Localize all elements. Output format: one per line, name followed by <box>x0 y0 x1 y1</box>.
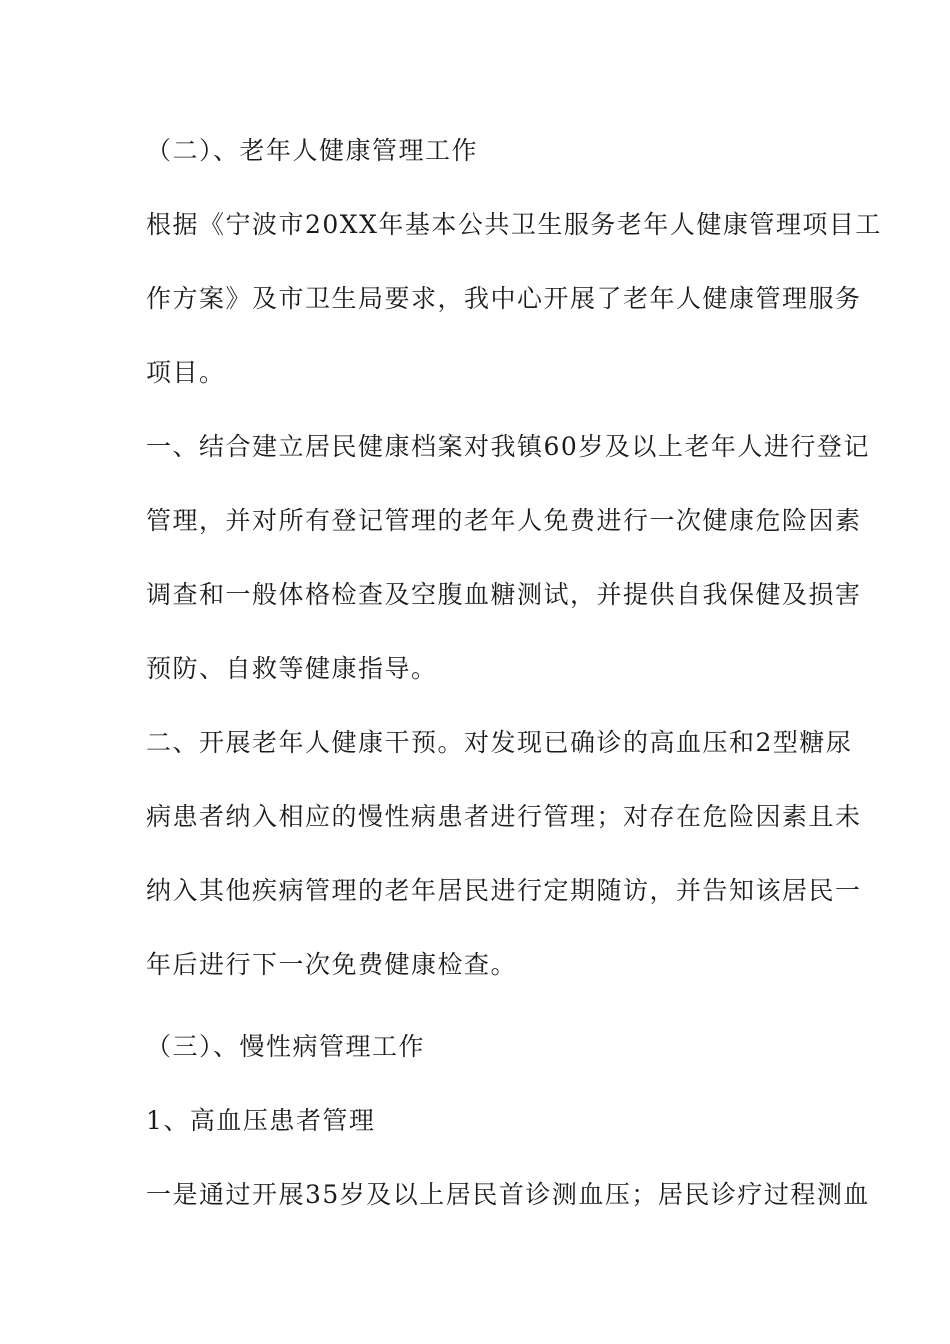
paragraph-line: 年后进行下一次免费健康检查。 <box>146 950 518 979</box>
section-heading-chronic-disease: （三）、慢性病管理工作 <box>146 1032 426 1061</box>
paragraph-line: 项目。 <box>146 358 226 387</box>
paragraph-line: 病患者纳入相应的慢性病患者进行管理；对存在危险因素且未 <box>146 802 862 831</box>
paragraph-line: 根据《宁波市20XX年基本公共卫生服务老年人健康管理项目工 <box>146 210 882 239</box>
paragraph-line: 纳入其他疾病管理的老年居民进行定期随访，并告知该居民一 <box>146 876 862 905</box>
section-heading-elderly-health: （二）、老年人健康管理工作 <box>146 136 479 165</box>
paragraph-line: 调查和一般体格检查及空腹血糖测试，并提供自我保健及损害 <box>146 580 862 609</box>
paragraph-line: 作方案》及市卫生局要求，我中心开展了老年人健康管理服务 <box>146 284 862 313</box>
paragraph-line: 一、结合建立居民健康档案对我镇60岁及以上老年人进行登记 <box>146 432 870 461</box>
paragraph-line: 二、开展老年人健康干预。对发现已确诊的高血压和2型糖尿 <box>146 728 853 757</box>
paragraph-line: 管理，并对所有登记管理的老年人免费进行一次健康危险因素 <box>146 506 862 535</box>
paragraph-line: 预防、自救等健康指导。 <box>146 654 438 683</box>
paragraph-line: 一是通过开展35岁及以上居民首诊测血压；居民诊疗过程测血 <box>146 1180 870 1209</box>
subheading-hypertension: 1、高血压患者管理 <box>146 1106 376 1135</box>
